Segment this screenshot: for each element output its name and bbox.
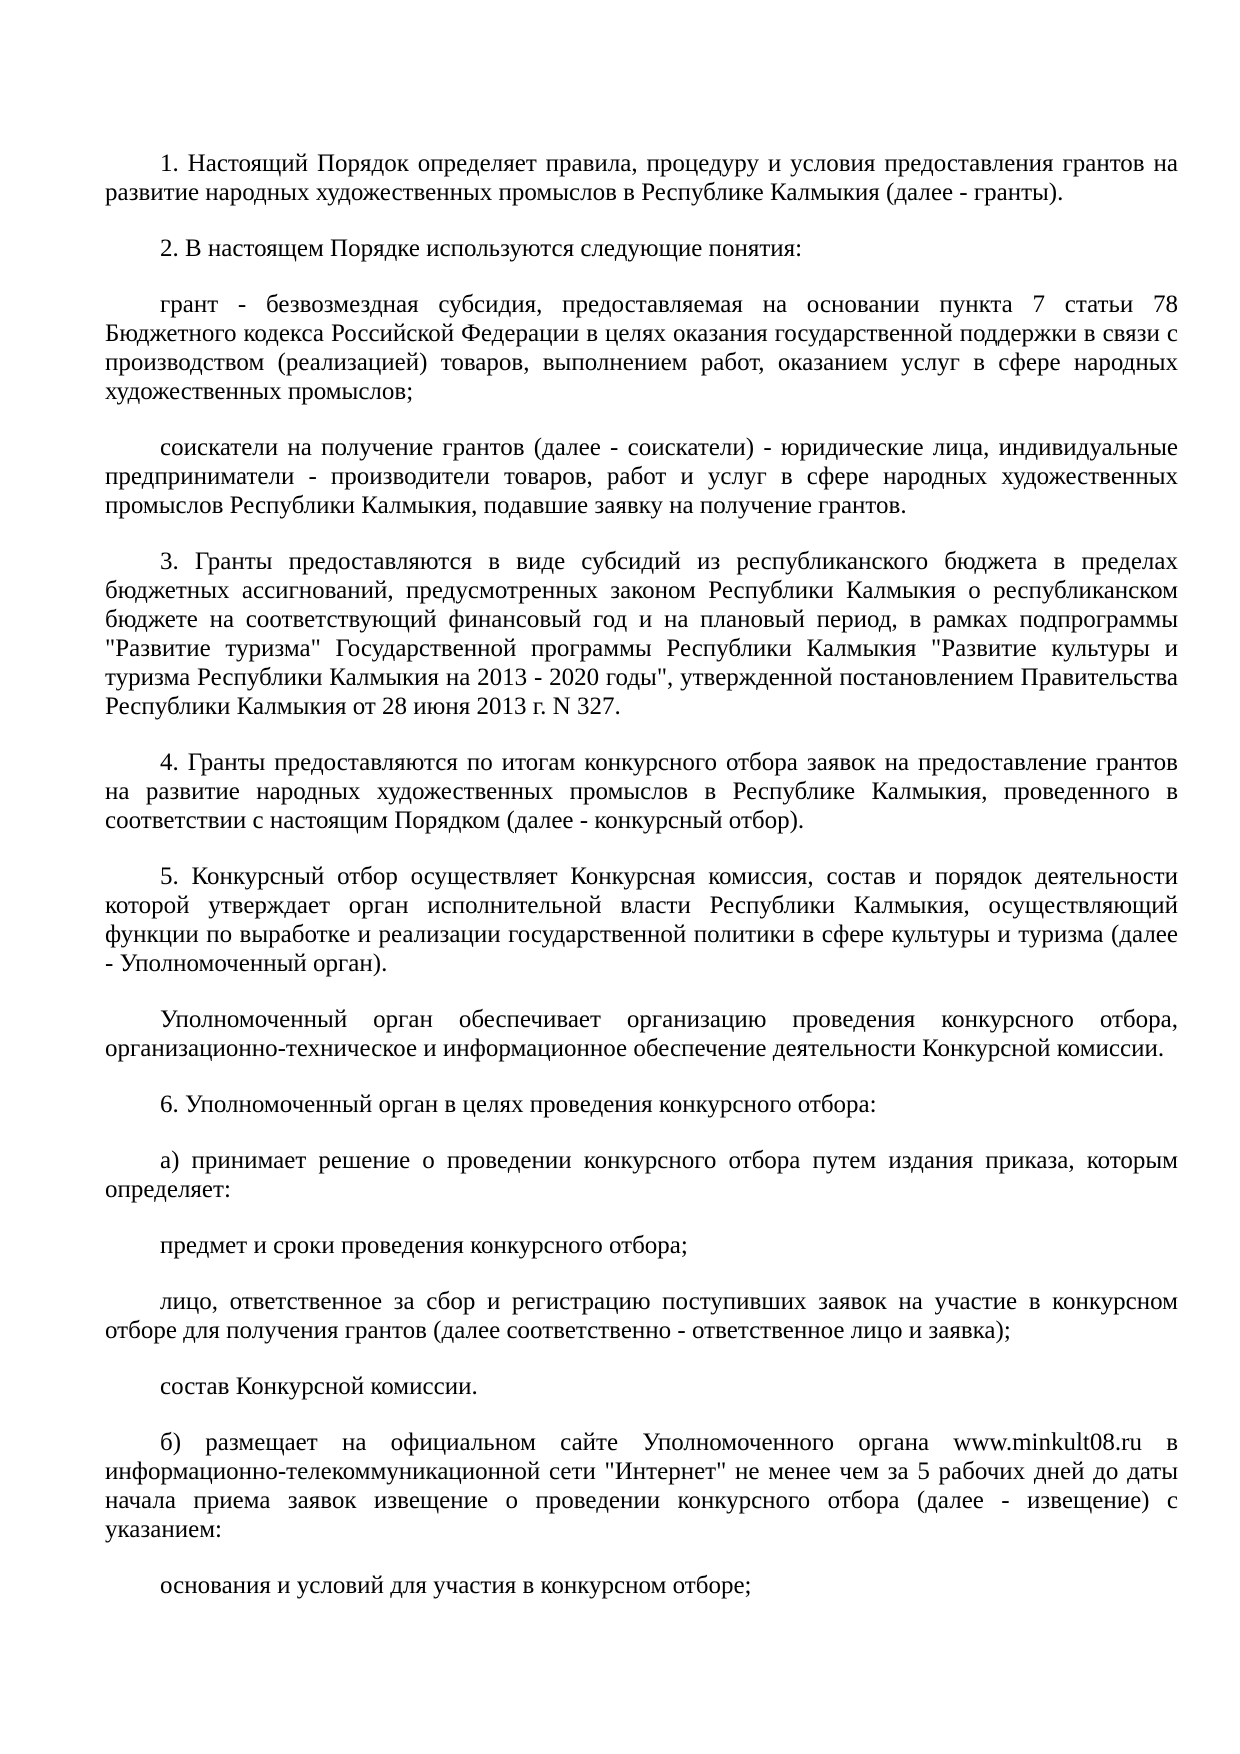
paragraph: 5. Конкурсный отбор осуществляет Конкурсная комиссия, состав и порядок деятельности которой утверждает орган исполнительной власти Республики Калмыкия, осуществляющий функции по выработке и реализации государственной политики в сфере культуры и туризма (далее - Уполномоченный орган). [105, 863, 1178, 977]
paragraph: 6. Уполномоченный орган в целях проведения конкурсного отбора: [160, 1091, 877, 1118]
paragraph: предмет и сроки проведения конкурсного отбора; [160, 1232, 688, 1259]
paragraph: Уполномоченный орган обеспечивает организацию проведения конкурсного отбора, организационно-техническое и информационное обеспечение деятельности Конкурсной комиссии. [105, 1006, 1178, 1062]
paragraph: 2. В настоящем Порядке используются следующие понятия: [160, 235, 803, 262]
paragraph: соискатели на получение грантов (далее - соискатели) - юридические лица, индивидуальные предприниматели - производители товаров, работ и услуг в сфере народных художественных промыслов Республики Калмыкия, подавшие заявку на получение грантов. [105, 434, 1178, 519]
paragraph: грант - безвозмездная субсидия, предоставляемая на основании пункта 7 статьи 78 Бюджетного кодекса Российской Федерации в целях оказания государственной поддержки в связи с производством (реализацией) товаров, выполнением работ, оказанием услуг в сфере народных художественных промыслов; [105, 291, 1178, 405]
paragraph: лицо, ответственное за сбор и регистрацию поступивших заявок на участие в конкурсном отборе для получения грантов (далее соответственно - ответственное лицо и заявка); [105, 1288, 1178, 1344]
paragraph: 1. Настоящий Порядок определяет правила, процедуру и условия предоставления грантов на развитие народных художественных промыслов в Республике Калмыкия (далее - гранты). [105, 150, 1178, 206]
paragraph: 4. Гранты предоставляются по итогам конкурсного отбора заявок на предоставление грантов на развитие народных художественных промыслов в Республике Калмыкия, проведенного в соответствии с настоящим Порядком (далее - конкурсный отбор). [105, 749, 1178, 834]
document-body [105, 149, 1178, 1600]
paragraph: 3. Гранты предоставляются в виде субсидий из республиканского бюджета в пределах бюджетных ассигнований, предусмотренных законом Республики Калмыкия о республиканском бюджете на соответствующий финансовый год и на плановый период, в рамках подпрограммы "Развитие туризма" Государственной программы Республики Калмыкия "Развитие культуры и туризма Республики Калмыкия на 2013 - 2020 годы", утвержденной постановлением Правительства Республики Калмыкия от 28 июня 2013 г. N 327. [105, 548, 1178, 720]
paragraph: б) размещает на официальном сайте Уполномоченного органа www.minkult08.ru в информационно-телекоммуникационной сети "Интернет" не менее чем за 5 рабочих дней до даты начала приема заявок извещение о проведении конкурсного отбора (далее - извещение) с указанием: [105, 1429, 1178, 1543]
paragraph: основания и условий для участия в конкурсном отборе; [160, 1572, 752, 1599]
paragraph: а) принимает решение о проведении конкурсного отбора путем издания приказа, которым определяет: [105, 1147, 1178, 1203]
paragraph: состав Конкурсной комиссии. [160, 1373, 478, 1400]
